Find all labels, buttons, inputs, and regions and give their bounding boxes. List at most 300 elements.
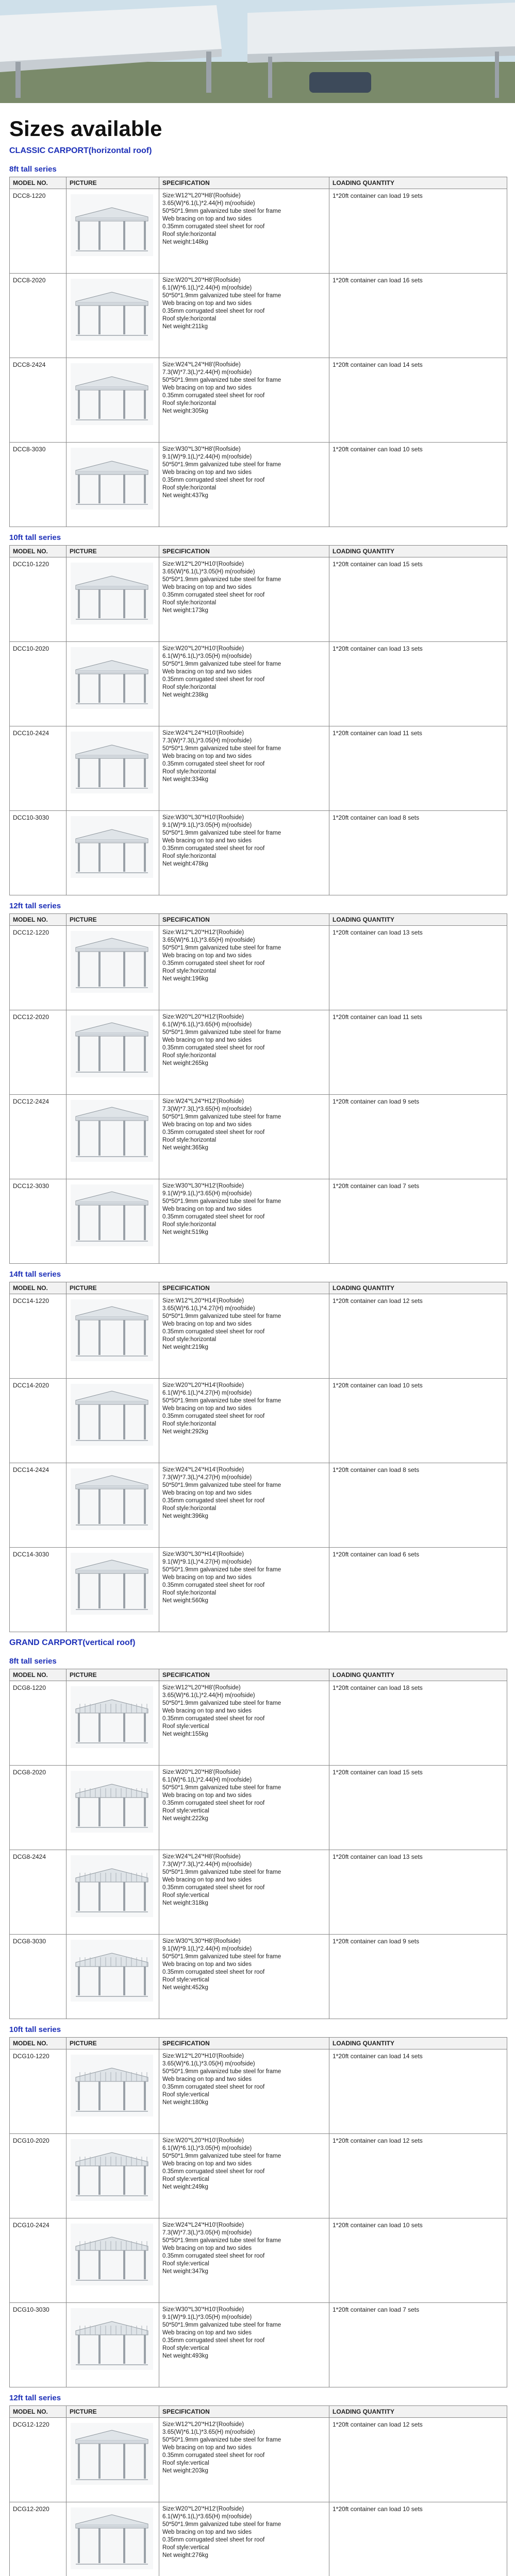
model-number: DCG8-3030 xyxy=(10,1935,67,2019)
model-number: DCC14-1220 xyxy=(10,1294,67,1379)
table-row xyxy=(10,726,507,811)
table-row xyxy=(10,926,507,1010)
spec-line: 0.35mm corrugated steel sheet for roof xyxy=(162,1885,265,1891)
carport-tall-icon xyxy=(71,2423,153,2485)
table-row xyxy=(10,1294,507,1379)
model-number: DCG10-1220 xyxy=(10,2049,67,2134)
carport-tall-icon xyxy=(71,1100,153,1162)
carport-vertical-icon xyxy=(71,1771,153,1833)
specification xyxy=(159,274,329,358)
product-picture xyxy=(67,1850,159,1935)
series-title: 10ft tall series xyxy=(9,533,61,542)
spec-line: 6.1(W)*6.1(L)*4.27(H) m(roofside) xyxy=(162,1390,252,1396)
column-header: MODEL NO. xyxy=(10,914,67,926)
spec-line: Size:W20'*L20'*H12'(Roofside) xyxy=(162,1014,244,1020)
spec-line: Web bracing on top and two sides xyxy=(162,2330,252,2336)
carport-tall-icon xyxy=(71,1384,153,1446)
spec-line: Size:W20'*L20'*H8'(Roofside) xyxy=(162,277,241,283)
column-header: PICTURE xyxy=(67,1282,159,1294)
column-header: PICTURE xyxy=(67,914,159,926)
spec-line: Net weight:437kg xyxy=(162,493,208,499)
loading-quantity: 1*20ft container can load 14 sets xyxy=(329,358,507,443)
specification xyxy=(159,2418,329,2502)
spec-line: Roof style:vertical xyxy=(162,2345,209,2351)
spec-line: Size:W24'*L24'*H10'(Roofside) xyxy=(162,730,244,736)
spec-line: 50*50*1.9mm galvanized tube steel for frame xyxy=(162,745,281,752)
table-header-row xyxy=(10,1282,507,1294)
classic-carport-heading: CLASSIC CARPORT(horizontal roof) xyxy=(9,146,152,155)
table-row xyxy=(10,1463,507,1548)
table-header-row xyxy=(10,914,507,926)
spec-line: Web bracing on top and two sides xyxy=(162,1321,252,1327)
product-picture xyxy=(67,2218,159,2303)
column-header: SPECIFICATION xyxy=(159,177,329,189)
spec-line: Size:W24'*L24'*H8'(Roofside) xyxy=(162,1854,241,1860)
specification xyxy=(159,1850,329,1935)
spec-line: 50*50*1.9mm galvanized tube steel for frame xyxy=(162,1029,281,1036)
spec-line: Net weight:334kg xyxy=(162,776,208,783)
spec-line: Net weight:196kg xyxy=(162,976,208,982)
spec-line: Web bracing on top and two sides xyxy=(162,2161,252,2167)
loading-quantity: 1*20ft container can load 12 sets xyxy=(329,2418,507,2502)
product-picture xyxy=(67,926,159,1010)
table-header-row xyxy=(10,546,507,557)
classic-carport-tables xyxy=(0,165,515,1632)
carport-vertical-icon xyxy=(71,1940,153,2002)
column-header: PICTURE xyxy=(67,546,159,557)
spec-line: Roof style:horizontal xyxy=(162,1590,217,1596)
product-picture xyxy=(67,2418,159,2502)
loading-quantity: 1*20ft container can load 10 sets xyxy=(329,2218,507,2303)
spec-line: 50*50*1.9mm galvanized tube steel for frame xyxy=(162,377,281,383)
spec-line: Web bracing on top and two sides xyxy=(162,838,252,844)
hero-photo-strip xyxy=(0,0,515,103)
series-title: 10ft tall series xyxy=(9,2025,61,2034)
spec-line: 50*50*1.9mm galvanized tube steel for frame xyxy=(162,462,281,468)
specification xyxy=(159,443,329,527)
spec-line: Size:W12'*L20'*H10'(Roofside) xyxy=(162,2053,244,2059)
spec-line: 50*50*1.9mm galvanized tube steel for frame xyxy=(162,208,281,214)
spec-line: 50*50*1.9mm galvanized tube steel for frame xyxy=(162,661,281,667)
loading-quantity: 1*20ft container can load 7 sets xyxy=(329,1179,507,1264)
specification xyxy=(159,2134,329,2218)
spec-line: Size:W20'*L20'*H10'(Roofside) xyxy=(162,2138,244,2144)
spec-line: Size:W24'*L24'*H14'(Roofside) xyxy=(162,1467,244,1473)
spec-line: Net weight:478kg xyxy=(162,861,208,867)
spec-line: Web bracing on top and two sides xyxy=(162,1405,252,1412)
table-row xyxy=(10,2303,507,2387)
spec-line: Net weight:396kg xyxy=(162,1513,208,1519)
spec-line: 3.65(W)*6.1(L)*2.44(H) m(roofside) xyxy=(162,1692,255,1699)
spec-line: 0.35mm corrugated steel sheet for roof xyxy=(162,2452,265,2459)
spec-line: Web bracing on top and two sides xyxy=(162,669,252,675)
spec-line: Size:W24'*L24'*H8'(Roofside) xyxy=(162,362,241,368)
loading-quantity: 1*20ft container can load 6 sets xyxy=(329,1548,507,1632)
spec-line: 0.35mm corrugated steel sheet for roof xyxy=(162,1129,265,1136)
spec-line: 0.35mm corrugated steel sheet for roof xyxy=(162,1969,265,1975)
spec-line: 7.3(W)*7.3(L)*3.65(H) m(roofside) xyxy=(162,1106,252,1112)
grand-carport-heading: GRAND CARPORT(vertical roof) xyxy=(9,1638,136,1647)
spec-line: Size:W12'*L20'*H12'(Roofside) xyxy=(162,2421,244,2428)
spec-line: Web bracing on top and two sides xyxy=(162,1792,252,1799)
spec-line: Size:W30'*L30'*H14'(Roofside) xyxy=(162,1551,244,1557)
spec-line: Size:W20'*L20'*H12'(Roofside) xyxy=(162,2506,244,2512)
carport-open-icon xyxy=(71,448,153,510)
spec-line: Size:W30'*L30'*H10'(Roofside) xyxy=(162,815,244,821)
spec-line: Size:W24'*L24'*H10'(Roofside) xyxy=(162,2222,244,2228)
spec-line: 50*50*1.9mm galvanized tube steel for frame xyxy=(162,1398,281,1404)
loading-quantity: 1*20ft container can load 13 sets xyxy=(329,642,507,726)
column-header: MODEL NO. xyxy=(10,2038,67,2049)
product-picture xyxy=(67,1548,159,1632)
spec-line: Size:W30'*L30'*H12'(Roofside) xyxy=(162,1183,244,1189)
product-picture xyxy=(67,642,159,726)
grand-carport-tables xyxy=(0,1657,515,2576)
spec-line: Web bracing on top and two sides xyxy=(162,753,252,759)
spec-line: Roof style:horizontal xyxy=(162,853,217,859)
spec-line: 50*50*1.9mm galvanized tube steel for frame xyxy=(162,1869,281,1875)
spec-line: 3.65(W)*6.1(L)*3.05(H) m(roofside) xyxy=(162,2061,255,2067)
specification xyxy=(159,1766,329,1850)
model-number: DCG12-2020 xyxy=(10,2502,67,2576)
spec-line: 0.35mm corrugated steel sheet for roof xyxy=(162,1045,265,1051)
loading-quantity: 1*20ft container can load 7 sets xyxy=(329,2303,507,2387)
model-number: DCG10-2424 xyxy=(10,2218,67,2303)
carport-vertical-icon xyxy=(71,1855,153,1917)
hero-carports-image xyxy=(0,0,515,103)
spec-line: Roof style:horizontal xyxy=(162,769,217,775)
specification xyxy=(159,1294,329,1379)
carport-vertical-icon xyxy=(71,2224,153,2285)
loading-quantity: 1*20ft container can load 10 sets xyxy=(329,2502,507,2576)
spec-line: 50*50*1.9mm galvanized tube steel for frame xyxy=(162,1567,281,1573)
carport-tall-icon xyxy=(71,1184,153,1246)
spec-line: 6.1(W)*6.1(L)*2.44(H) m(roofside) xyxy=(162,285,252,291)
model-number: DCC12-2020 xyxy=(10,1010,67,1095)
specification xyxy=(159,1095,329,1179)
spec-line: 9.1(W)*9.1(L)*3.05(H) m(roofside) xyxy=(162,822,252,828)
column-header: SPECIFICATION xyxy=(159,1282,329,1294)
spec-line: Roof style:vertical xyxy=(162,2261,209,2267)
spec-line: Net weight:180kg xyxy=(162,2099,208,2106)
spec-line: 6.1(W)*6.1(L)*2.44(H) m(roofside) xyxy=(162,1777,252,1783)
spec-line: Web bracing on top and two sides xyxy=(162,1122,252,1128)
spec-line: Size:W20'*L20'*H10'(Roofside) xyxy=(162,646,244,652)
model-number: DCC8-2424 xyxy=(10,358,67,443)
spec-line: Web bracing on top and two sides xyxy=(162,2245,252,2251)
spec-line: Roof style:vertical xyxy=(162,2176,209,2182)
spec-line: Roof style:vertical xyxy=(162,1977,209,1983)
specification xyxy=(159,1548,329,1632)
table-row xyxy=(10,1766,507,1850)
product-picture xyxy=(67,358,159,443)
specification xyxy=(159,557,329,642)
table-row xyxy=(10,1179,507,1264)
spec-line: Roof style:horizontal xyxy=(162,1137,217,1143)
column-header: MODEL NO. xyxy=(10,546,67,557)
spec-line: Web bracing on top and two sides xyxy=(162,953,252,959)
column-header: PICTURE xyxy=(67,2038,159,2049)
model-number: DCG10-2020 xyxy=(10,2134,67,2218)
loading-quantity: 1*20ft container can load 18 sets xyxy=(329,1681,507,1766)
carport-vertical-icon xyxy=(71,2308,153,2370)
series-title: 14ft tall series xyxy=(9,1270,61,1279)
product-picture xyxy=(67,189,159,274)
table-row xyxy=(10,1850,507,1935)
model-number: DCC10-2424 xyxy=(10,726,67,811)
spec-line: 50*50*1.9mm galvanized tube steel for frame xyxy=(162,2153,281,2159)
table-row xyxy=(10,1935,507,2019)
table-row xyxy=(10,189,507,274)
model-number: DCC12-2424 xyxy=(10,1095,67,1179)
spec-line: Roof style:vertical xyxy=(162,2545,209,2551)
spec-line: 9.1(W)*9.1(L)*4.27(H) m(roofside) xyxy=(162,1559,252,1565)
loading-quantity: 1*20ft container can load 12 sets xyxy=(329,2134,507,2218)
loading-quantity: 1*20ft container can load 9 sets xyxy=(329,1935,507,2019)
spec-line: 3.65(W)*6.1(L)*3.05(H) m(roofside) xyxy=(162,569,255,575)
specification xyxy=(159,2502,329,2576)
spec-table xyxy=(9,1282,507,1632)
spec-line: Web bracing on top and two sides xyxy=(162,1490,252,1496)
spec-line: 0.35mm corrugated steel sheet for roof xyxy=(162,2253,265,2259)
table-row xyxy=(10,358,507,443)
column-header: LOADING QUANTITY xyxy=(329,2038,507,2049)
table-row xyxy=(10,811,507,895)
product-picture xyxy=(67,1010,159,1095)
spec-line: Roof style:horizontal xyxy=(162,400,217,406)
carport-tall-icon xyxy=(71,1553,153,1615)
spec-line: Roof style:vertical xyxy=(162,2460,209,2466)
spec-line: Web bracing on top and two sides xyxy=(162,469,252,476)
spec-line: Roof style:horizontal xyxy=(162,1053,217,1059)
spec-line: 50*50*1.9mm galvanized tube steel for frame xyxy=(162,2069,281,2075)
spec-line: Net weight:148kg xyxy=(162,239,208,245)
spec-line: Web bracing on top and two sides xyxy=(162,1877,252,1883)
product-picture xyxy=(67,726,159,811)
spec-line: 50*50*1.9mm galvanized tube steel for frame xyxy=(162,293,281,299)
table-row xyxy=(10,2418,507,2502)
column-header: SPECIFICATION xyxy=(159,2038,329,2049)
model-number: DCC8-2020 xyxy=(10,274,67,358)
spec-line: Web bracing on top and two sides xyxy=(162,1206,252,1212)
column-header: PICTURE xyxy=(67,177,159,189)
spec-line: 0.35mm corrugated steel sheet for roof xyxy=(162,1329,265,1335)
spec-line: Net weight:238kg xyxy=(162,692,208,698)
spec-line: 50*50*1.9mm galvanized tube steel for frame xyxy=(162,830,281,836)
spec-line: 9.1(W)*9.1(L)*3.65(H) m(roofside) xyxy=(162,1191,252,1197)
model-number: DCG8-1220 xyxy=(10,1681,67,1766)
column-header: SPECIFICATION xyxy=(159,2406,329,2418)
spec-line: 3.65(W)*6.1(L)*4.27(H) m(roofside) xyxy=(162,1306,255,1312)
column-header: LOADING QUANTITY xyxy=(329,546,507,557)
carport-tall-icon xyxy=(71,2507,153,2569)
table-header-row xyxy=(10,1669,507,1681)
spec-line: 50*50*1.9mm galvanized tube steel for frame xyxy=(162,2238,281,2244)
spec-line: Roof style:horizontal xyxy=(162,1505,217,1512)
spec-line: 50*50*1.9mm galvanized tube steel for frame xyxy=(162,1700,281,1706)
spec-line: 0.35mm corrugated steel sheet for roof xyxy=(162,1800,265,1806)
spec-line: 0.35mm corrugated steel sheet for roof xyxy=(162,761,265,767)
product-picture xyxy=(67,1095,159,1179)
spec-line: 0.35mm corrugated steel sheet for roof xyxy=(162,1716,265,1722)
spec-line: Size:W12'*L20'*H12'(Roofside) xyxy=(162,929,244,936)
spec-line: 0.35mm corrugated steel sheet for roof xyxy=(162,1582,265,1588)
spec-line: 3.65(W)*6.1(L)*2.44(H) m(roofside) xyxy=(162,200,255,207)
spec-line: 0.35mm corrugated steel sheet for roof xyxy=(162,224,265,230)
product-picture xyxy=(67,1294,159,1379)
page-title: Sizes available xyxy=(9,116,162,141)
product-picture xyxy=(67,557,159,642)
specification xyxy=(159,1935,329,2019)
model-number: DCG8-2020 xyxy=(10,1766,67,1850)
model-number: DCC14-3030 xyxy=(10,1548,67,1632)
model-number: DCC10-3030 xyxy=(10,811,67,895)
table-row xyxy=(10,642,507,726)
carport-vertical-icon xyxy=(71,2139,153,2201)
spec-line: Web bracing on top and two sides xyxy=(162,300,252,307)
specification xyxy=(159,1681,329,1766)
spec-line: Net weight:276kg xyxy=(162,2552,208,2558)
table-row xyxy=(10,1010,507,1095)
product-picture xyxy=(67,1766,159,1850)
loading-quantity: 1*20ft container can load 14 sets xyxy=(329,2049,507,2134)
model-number: DCC8-3030 xyxy=(10,443,67,527)
spec-line: Roof style:horizontal xyxy=(162,1222,217,1228)
spec-line: Net weight:155kg xyxy=(162,1731,208,1737)
model-number: DCC10-1220 xyxy=(10,557,67,642)
spec-line: 0.35mm corrugated steel sheet for roof xyxy=(162,393,265,399)
model-number: DCG10-3030 xyxy=(10,2303,67,2387)
spec-line: Web bracing on top and two sides xyxy=(162,1574,252,1581)
carport-open-icon xyxy=(71,194,153,256)
spec-line: 50*50*1.9mm galvanized tube steel for frame xyxy=(162,1482,281,1488)
table-row xyxy=(10,2049,507,2134)
spec-line: Size:W20'*L20'*H8'(Roofside) xyxy=(162,1769,241,1775)
spec-line: 0.35mm corrugated steel sheet for roof xyxy=(162,676,265,683)
loading-quantity: 1*20ft container can load 12 sets xyxy=(329,1294,507,1379)
model-number: DCG8-2424 xyxy=(10,1850,67,1935)
spec-line: Roof style:horizontal xyxy=(162,231,217,238)
spec-line: 6.1(W)*6.1(L)*3.65(H) m(roofside) xyxy=(162,2514,252,2520)
spec-line: Roof style:horizontal xyxy=(162,968,217,974)
spec-line: 0.35mm corrugated steel sheet for roof xyxy=(162,2337,265,2344)
column-header: MODEL NO. xyxy=(10,177,67,189)
spec-line: 3.65(W)*6.1(L)*3.65(H) m(roofside) xyxy=(162,2429,255,2435)
table-row xyxy=(10,1681,507,1766)
carport-open-icon xyxy=(71,732,153,793)
product-picture xyxy=(67,2303,159,2387)
spec-table xyxy=(9,545,507,895)
spec-line: 6.1(W)*6.1(L)*3.05(H) m(roofside) xyxy=(162,653,252,659)
loading-quantity: 1*20ft container can load 8 sets xyxy=(329,811,507,895)
spec-line: Roof style:vertical xyxy=(162,1808,209,1814)
spec-line: Net weight:219kg xyxy=(162,1344,208,1350)
spec-line: 50*50*1.9mm galvanized tube steel for frame xyxy=(162,1198,281,1205)
spec-line: 6.1(W)*6.1(L)*3.05(H) m(roofside) xyxy=(162,2145,252,2151)
table-row xyxy=(10,1095,507,1179)
spec-line: Size:W12'*L20'*H14'(Roofside) xyxy=(162,1298,244,1304)
table-header-row xyxy=(10,177,507,189)
carport-tall-icon xyxy=(71,1299,153,1361)
spec-line: 0.35mm corrugated steel sheet for roof xyxy=(162,1413,265,1419)
carport-open-icon xyxy=(71,363,153,425)
spec-line: Net weight:365kg xyxy=(162,1145,208,1151)
specification xyxy=(159,926,329,1010)
product-picture xyxy=(67,443,159,527)
specification xyxy=(159,2218,329,2303)
product-picture xyxy=(67,2502,159,2576)
product-picture xyxy=(67,811,159,895)
column-header: SPECIFICATION xyxy=(159,914,329,926)
column-header: MODEL NO. xyxy=(10,2406,67,2418)
model-number: DCC8-1220 xyxy=(10,189,67,274)
spec-line: 50*50*1.9mm galvanized tube steel for frame xyxy=(162,2437,281,2443)
carport-vertical-icon xyxy=(71,2055,153,2116)
spec-line: 0.35mm corrugated steel sheet for roof xyxy=(162,477,265,483)
spec-line: 3.65(W)*6.1(L)*3.65(H) m(roofside) xyxy=(162,937,255,943)
spec-line: Roof style:horizontal xyxy=(162,485,217,491)
spec-line: 50*50*1.9mm galvanized tube steel for frame xyxy=(162,1114,281,1120)
loading-quantity: 1*20ft container can load 9 sets xyxy=(329,1095,507,1179)
column-header: PICTURE xyxy=(67,2406,159,2418)
loading-quantity: 1*20ft container can load 10 sets xyxy=(329,443,507,527)
spec-line: 0.35mm corrugated steel sheet for roof xyxy=(162,1498,265,1504)
spec-line: Net weight:347kg xyxy=(162,2268,208,2275)
specification xyxy=(159,811,329,895)
spec-line: 9.1(W)*9.1(L)*2.44(H) m(roofside) xyxy=(162,454,252,460)
spec-table xyxy=(9,1669,507,2019)
spec-line: 7.3(W)*7.3(L)*2.44(H) m(roofside) xyxy=(162,1861,252,1868)
loading-quantity: 1*20ft container can load 15 sets xyxy=(329,557,507,642)
column-header: PICTURE xyxy=(67,1669,159,1681)
spec-line: 50*50*1.9mm galvanized tube steel for frame xyxy=(162,577,281,583)
column-header: LOADING QUANTITY xyxy=(329,914,507,926)
product-picture xyxy=(67,2049,159,2134)
spec-line: Roof style:vertical xyxy=(162,2092,209,2098)
spec-table xyxy=(9,177,507,527)
spec-line: Size:W12'*L20'*H10'(Roofside) xyxy=(162,561,244,567)
model-number: DCC12-3030 xyxy=(10,1179,67,1264)
product-picture xyxy=(67,1681,159,1766)
spec-line: Net weight:318kg xyxy=(162,1900,208,1906)
spec-table xyxy=(9,2037,507,2387)
spec-line: Web bracing on top and two sides xyxy=(162,1708,252,1714)
carport-open-icon xyxy=(71,279,153,341)
spec-line: Net weight:519kg xyxy=(162,1229,208,1235)
carport-open-icon xyxy=(71,647,153,709)
column-header: LOADING QUANTITY xyxy=(329,1669,507,1681)
spec-line: Net weight:560kg xyxy=(162,1598,208,1604)
spec-line: Web bracing on top and two sides xyxy=(162,2076,252,2082)
product-picture xyxy=(67,1179,159,1264)
product-picture xyxy=(67,274,159,358)
spec-line: Web bracing on top and two sides xyxy=(162,1037,252,1043)
spec-line: Roof style:horizontal xyxy=(162,1421,217,1427)
spec-line: Roof style:horizontal xyxy=(162,600,217,606)
spec-line: 50*50*1.9mm galvanized tube steel for frame xyxy=(162,2322,281,2328)
column-header: SPECIFICATION xyxy=(159,546,329,557)
spec-line: 0.35mm corrugated steel sheet for roof xyxy=(162,2084,265,2090)
specification xyxy=(159,1179,329,1264)
spec-line: 50*50*1.9mm galvanized tube steel for frame xyxy=(162,945,281,951)
model-number: DCC14-2020 xyxy=(10,1379,67,1463)
loading-quantity: 1*20ft container can load 16 sets xyxy=(329,274,507,358)
column-header: SPECIFICATION xyxy=(159,1669,329,1681)
spec-line: Net weight:249kg xyxy=(162,2184,208,2190)
loading-quantity: 1*20ft container can load 11 sets xyxy=(329,1010,507,1095)
spec-line: Size:W30'*L30'*H10'(Roofside) xyxy=(162,2307,244,2313)
table-row xyxy=(10,1379,507,1463)
